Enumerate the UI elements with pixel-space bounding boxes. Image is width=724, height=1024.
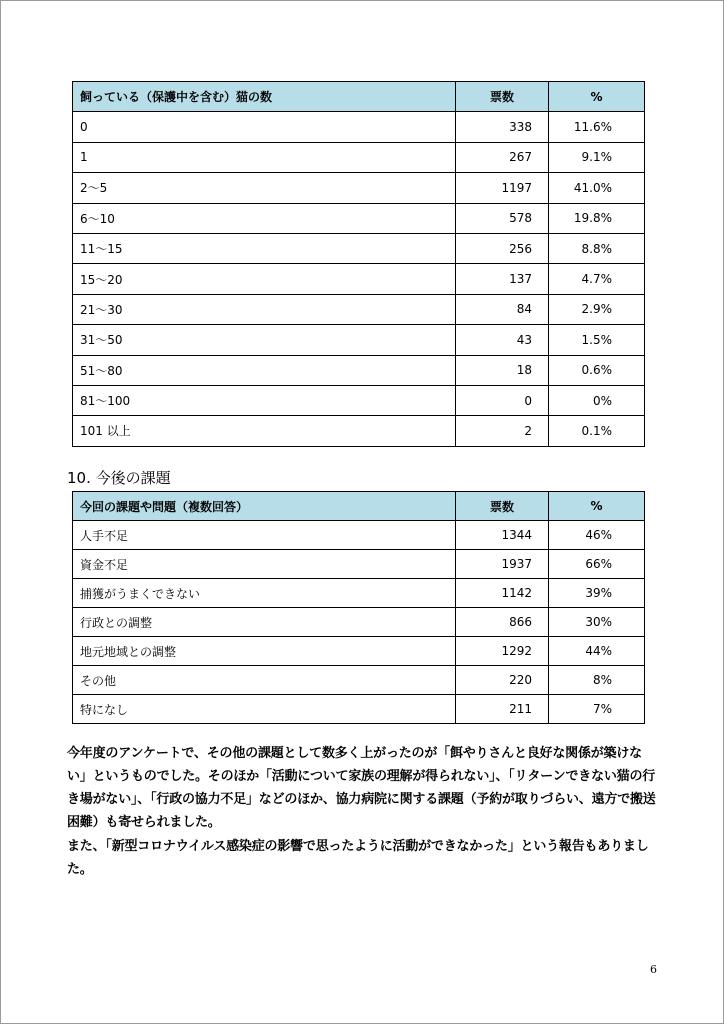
table-row	[73, 355, 645, 385]
row-percent: 39%	[549, 579, 645, 608]
row-votes: 220	[456, 666, 549, 695]
row-percent: 2.9%	[549, 294, 645, 324]
table-row	[73, 550, 645, 579]
header-issues: 今回の課題や問題（複数回答）	[73, 492, 456, 521]
row-label: 21～30	[73, 294, 456, 324]
row-percent: 0.6%	[549, 355, 645, 385]
row-label: 地元地域との調整	[73, 637, 456, 666]
row-label: 51～80	[73, 355, 456, 385]
row-votes: 211	[456, 695, 549, 724]
table-row	[73, 579, 645, 608]
row-label: 2～5	[73, 173, 456, 203]
table-header-row	[73, 82, 645, 112]
row-percent: 0%	[549, 385, 645, 415]
row-label: 1	[73, 142, 456, 172]
row-percent: 44%	[549, 637, 645, 666]
table-row	[73, 173, 645, 203]
row-percent: 46%	[549, 521, 645, 550]
row-label: 捕獲がうまくできない	[73, 579, 456, 608]
table-row	[73, 695, 645, 724]
row-votes: 1197	[456, 173, 549, 203]
row-votes: 137	[456, 264, 549, 294]
row-votes: 267	[456, 142, 549, 172]
header-cat-count: 飼っている（保護中を含む）猫の数	[73, 82, 456, 112]
header-percent: %	[549, 492, 645, 521]
row-votes: 338	[456, 112, 549, 142]
table-row	[73, 142, 645, 172]
table-row	[73, 203, 645, 233]
row-votes: 1292	[456, 637, 549, 666]
table-row	[73, 666, 645, 695]
row-label: 101 以上	[73, 416, 456, 446]
row-percent: 0.1%	[549, 416, 645, 446]
row-votes: 2	[456, 416, 549, 446]
section-title: 10. 今後の課題	[67, 469, 171, 487]
row-votes: 0	[456, 385, 549, 415]
header-percent: %	[549, 82, 645, 112]
row-label: 6～10	[73, 203, 456, 233]
table-row	[73, 637, 645, 666]
row-percent: 7%	[549, 695, 645, 724]
table-row	[73, 112, 645, 142]
row-votes: 256	[456, 233, 549, 263]
row-label: 資金不足	[73, 550, 456, 579]
row-label: 11～15	[73, 233, 456, 263]
row-votes: 84	[456, 294, 549, 324]
row-label: 行政との調整	[73, 608, 456, 637]
row-percent: 19.8%	[549, 203, 645, 233]
row-percent: 41.0%	[549, 173, 645, 203]
table-header-row	[73, 492, 645, 521]
header-votes: 票数	[456, 492, 549, 521]
row-votes: 43	[456, 325, 549, 355]
cat-count-table	[72, 81, 645, 447]
row-label: 15～20	[73, 264, 456, 294]
row-votes: 1142	[456, 579, 549, 608]
row-percent: 66%	[549, 550, 645, 579]
header-votes: 票数	[456, 82, 549, 112]
row-votes: 578	[456, 203, 549, 233]
row-label: 人手不足	[73, 521, 456, 550]
table-row	[73, 521, 645, 550]
row-percent: 11.6%	[549, 112, 645, 142]
row-percent: 9.1%	[549, 142, 645, 172]
page-number: 6	[650, 963, 657, 976]
table-row	[73, 608, 645, 637]
row-votes: 1937	[456, 550, 549, 579]
summary-paragraph: 今年度のアンケートで、その他の課題として数多く上がったのが「餌やりさんと良好な関係が築けない」というものでした。そのほか「活動について家族の理解が得られない」、「リターンできない猫の行き場がない」、「行政の協力不足」などのほか、協力病院に関する課題（予約が取りづらい、遠方で搬送困難）も寄せられました。	[67, 746, 656, 830]
row-percent: 30%	[549, 608, 645, 637]
row-votes: 1344	[456, 521, 549, 550]
row-label: 31～50	[73, 325, 456, 355]
table-row	[73, 416, 645, 446]
covid-paragraph: また、「新型コロナウイルス感染症の影響で思ったように活動ができなかった」という報告もありました。	[67, 839, 649, 877]
table-row	[73, 294, 645, 324]
table-row	[73, 325, 645, 355]
row-percent: 8%	[549, 666, 645, 695]
issues-table	[72, 491, 645, 724]
row-votes: 866	[456, 608, 549, 637]
row-votes: 18	[456, 355, 549, 385]
table-row	[73, 233, 645, 263]
row-percent: 1.5%	[549, 325, 645, 355]
table-row	[73, 385, 645, 415]
row-label: 81～100	[73, 385, 456, 415]
row-percent: 8.8%	[549, 233, 645, 263]
row-label: 0	[73, 112, 456, 142]
row-label: その他	[73, 666, 456, 695]
row-label: 特になし	[73, 695, 456, 724]
row-percent: 4.7%	[549, 264, 645, 294]
table-row	[73, 264, 645, 294]
